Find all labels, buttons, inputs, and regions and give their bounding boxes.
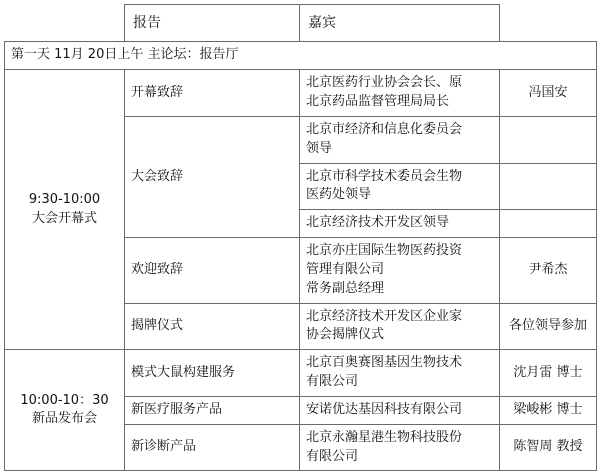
guest-cell: 梁峻彬 博士: [500, 396, 597, 424]
organization-cell: [300, 303, 500, 350]
header-guest: 嘉宾: [300, 5, 500, 42]
org-line: 管理有限公司: [306, 261, 385, 277]
guest-cell: [500, 163, 597, 210]
org-line: 北京医药行业协会会长、原: [306, 75, 463, 91]
session-banner: 第一天 11月 20日上午 主论坛：报告厅: [5, 42, 597, 70]
topic-cell: 模式大鼠构建服务: [125, 350, 300, 397]
time-line: 大会开幕式: [31, 210, 97, 226]
table-row: [5, 350, 597, 397]
guest-cell: 陈智周 教授: [500, 424, 597, 471]
header-report: 报告: [125, 5, 300, 42]
topic-cell: 开幕致辞: [125, 70, 300, 117]
org-line: 北京亦庄国际生物医药投资: [306, 243, 463, 259]
organization-cell: [300, 70, 500, 117]
org-line: 领导: [306, 140, 333, 156]
organization-cell: [300, 116, 500, 163]
time-cell-session-2: [5, 350, 125, 471]
organization-cell: [300, 350, 500, 397]
time-line: 9:30-10:00: [28, 191, 101, 207]
org-line: 北京经济技术开发区领导: [306, 215, 450, 231]
time-line: 新品发布会: [31, 411, 97, 427]
org-line: 常务副总经理: [306, 280, 385, 296]
agenda-table: [4, 4, 597, 471]
guest-cell: 冯国安: [500, 70, 597, 117]
guest-cell: [500, 116, 597, 163]
org-line: 北京百奥赛图基因生物技术: [306, 355, 463, 371]
table-header-row: [5, 5, 597, 42]
guest-cell: 沈月雷 博士: [500, 350, 597, 397]
organization-cell: [300, 210, 500, 238]
guest-cell: [500, 210, 597, 238]
header-right-blank: [500, 5, 597, 42]
org-line: 安诺优达基因科技有限公司: [306, 401, 463, 417]
org-line: 北京经济技术开发区企业家: [306, 308, 463, 324]
org-line: 北京药品监督管理局局长: [306, 93, 450, 109]
topic-cell: 欢迎致辞: [125, 238, 300, 304]
topic-cell: 新医疗服务产品: [125, 396, 300, 424]
time-line: 10:00-10：30: [20, 392, 109, 408]
org-line: 医药处领导: [306, 187, 372, 203]
org-line: 北京市经济和信息化委员会: [306, 121, 463, 137]
organization-cell: [300, 396, 500, 424]
org-line: 有限公司: [306, 448, 359, 464]
topic-cell: 揭牌仪式: [125, 303, 300, 350]
header-corner-blank: [5, 5, 125, 42]
topic-cell: 大会致辞: [125, 116, 300, 237]
org-line: 有限公司: [306, 374, 359, 390]
organization-cell: [300, 238, 500, 304]
topic-cell: 新诊断产品: [125, 424, 300, 471]
org-line: 协会揭牌仪式: [306, 327, 385, 343]
organization-cell: [300, 424, 500, 471]
organization-cell: [300, 163, 500, 210]
guest-cell: 尹希杰: [500, 238, 597, 304]
time-cell-session-1: [5, 70, 125, 350]
session-banner-row: [5, 42, 597, 70]
guest-cell: 各位领导参加: [500, 303, 597, 350]
org-line: 北京市科学技术委员会生物: [306, 168, 463, 184]
org-line: 北京永瀚星港生物科技股份: [306, 429, 463, 445]
